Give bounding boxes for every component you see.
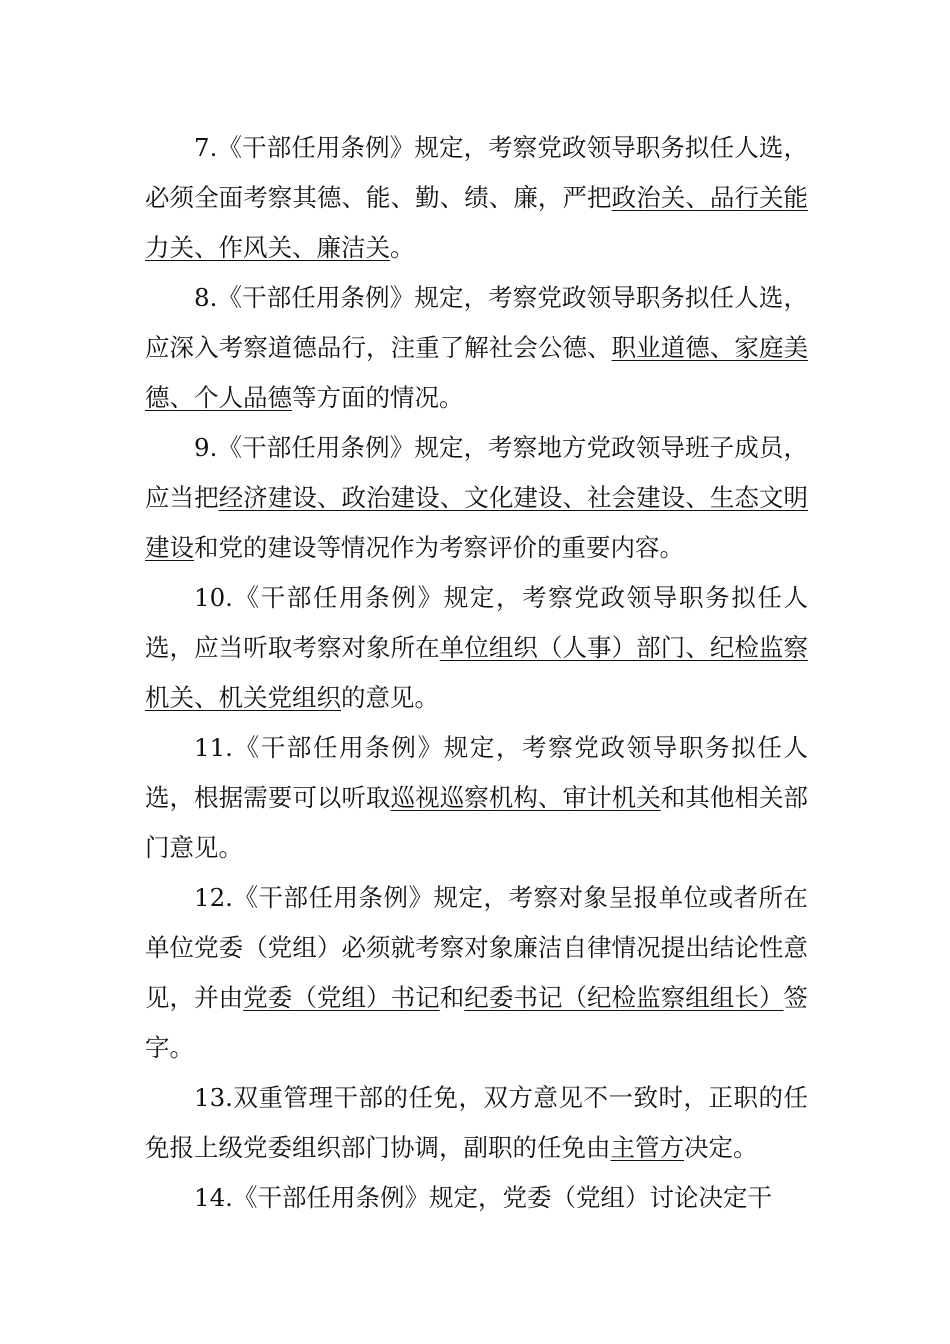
paragraph-q9 (145, 423, 808, 573)
underlined-answer: 政治关、品行关能力关、作风关、廉洁关 (145, 183, 809, 262)
paragraph-q11 (145, 723, 808, 873)
underlined-answer: 巡视巡察机构、审计机关 (390, 783, 661, 812)
paragraph-q12 (145, 873, 808, 1073)
text-segment: 的意见。 (341, 683, 439, 712)
text-segment: 13.双重管理干部的任免，双方意见不一致时，正职的任免报上级党委组织部门协调，副职的任免由 (145, 1083, 808, 1162)
text-segment: 10.《干部任用条例》规定，考察党政领导职务拟任人选，应当听取考察对象所在 (145, 583, 808, 662)
underlined-answer: 经济建设、政治建设、文化建设、社会建设、生态文明建设 (145, 483, 809, 562)
paragraph-q14 (145, 1173, 808, 1223)
paragraph-q10 (145, 573, 808, 723)
underlined-answer: 党委（党组）书记 (243, 983, 440, 1012)
text-segment: 14.《干部任用条例》规定，党委（党组）讨论决定干 (194, 1183, 772, 1212)
underlined-answer: 职业道德、家庭美德、个人品德 (145, 333, 809, 412)
paragraph-q7 (145, 123, 808, 273)
text-segment: 和党的建设等情况作为考察评价的重要内容。 (194, 533, 684, 562)
paragraph-q8 (145, 273, 808, 423)
document-page (145, 123, 808, 1223)
text-segment: 决定。 (684, 1133, 758, 1162)
paragraph-q13 (145, 1073, 808, 1173)
text-segment: 和 (439, 983, 465, 1012)
text-segment: 9.《干部任用条例》规定，考察地方党政领导班子成员，应当把 (145, 433, 808, 512)
text-segment: 。 (390, 233, 415, 262)
underlined-answer: 单位组织（人事）部门、纪检监察机关、机关党组织 (145, 633, 809, 712)
text-segment: 12.《干部任用条例》规定，考察对象呈报单位或者所在单位党委（党组）必须就考察对象廉洁自律情况提出结论性意见，并由 (145, 883, 808, 1012)
text-segment: 签字。 (145, 983, 809, 1062)
text-segment: 11.《干部任用条例》规定，考察党政领导职务拟任人选，根据需要可以听取 (145, 733, 808, 812)
underlined-answer: 主管方 (610, 1133, 684, 1162)
text-segment: 8.《干部任用条例》规定，考察党政领导职务拟任人选，应深入考察道德品行，注重了解社会公德、 (145, 283, 808, 362)
underlined-answer: 纪委书记（纪检监察组组长） (464, 983, 784, 1012)
text-segment: 7.《干部任用条例》规定，考察党政领导职务拟任人选，必须全面考察其德、能、勤、绩、廉，严把 (145, 133, 808, 212)
text-segment: 等方面的情况。 (292, 383, 464, 412)
text-segment: 和其他相关部门意见。 (145, 783, 809, 862)
